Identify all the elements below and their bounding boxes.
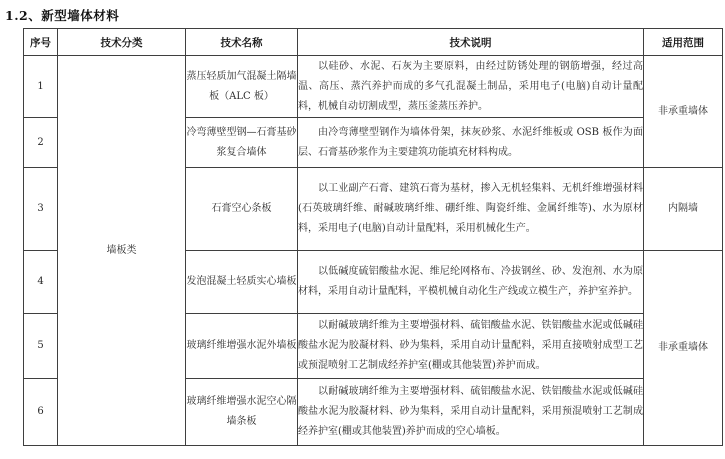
- tech-name-cell: 发泡混凝土轻质实心墙板: [186, 251, 298, 314]
- col-header-category: 技术分类: [58, 29, 186, 56]
- table-row: [24, 56, 723, 118]
- tech-name-cell: 玻璃纤维增强水泥外墙板: [186, 314, 298, 379]
- scope-cell: 内隔墙: [644, 168, 723, 251]
- row-number-cell: 5: [24, 314, 58, 379]
- tech-desc-text: 以工业副产石膏、建筑石膏为基材，掺入无机轻集料、无机纤维增强材料(石英玻璃纤维、耐碱玻璃纤维、硼纤维、陶瓷纤维、金属纤维等)、水为原材料，采用电子(电脑)自动计量配料，采用机械化生产。: [298, 183, 643, 234]
- tech-name-cell: 蒸压轻质加气混凝土隔墙板（ALC 板）: [186, 56, 298, 118]
- tech-desc-text: 以硅砂、水泥、石灰为主要原料，由经过防锈处理的钢筋增强，经过高温、高压、蒸汽养护而成的多气孔混凝土制品，采用电子(电脑)自动计量配料，机械自动切割成型，蒸压釜蒸压养护。: [298, 60, 643, 112]
- tech-name-cell: 石膏空心条板: [186, 168, 298, 251]
- tech-desc-text: 以低碱度硫铝酸盐水泥、维尼纶网格布、冷拔钢丝、砂、发泡剂、水为原材料，采用自动计量配料，平模机械自动化生产线或立模生产，养护室养护。: [298, 266, 643, 297]
- tech-desc-cell: [298, 118, 644, 168]
- row-number-cell: 1: [24, 56, 58, 118]
- col-header-tech-desc: 技术说明: [298, 29, 644, 56]
- materials-table: [23, 28, 723, 446]
- row-number-cell: 2: [24, 118, 58, 168]
- col-header-number: 序号: [24, 29, 58, 56]
- tech-name-cell: 玻璃纤维增强水泥空心隔墙条板: [186, 379, 298, 446]
- tech-desc-text: 以耐碱玻璃纤维为主要增强材料、硫铝酸盐水泥、铁铝酸盐水泥或低碱硅酸盐水泥为胶凝材料、砂为集料，采用自动计量配料，采用直接喷射成型工艺或预混喷射工艺制成经养护室(棚或其他装置)养护而成。: [298, 320, 643, 371]
- scope-cell: 非承重墙体: [644, 56, 723, 168]
- tech-desc-text: 以耐碱玻璃纤维为主要增强材料、硫铝酸盐水泥、铁铝酸盐水泥或低碱硅酸盐水泥为胶凝材料、砂为集料，采用自动计量配料，采用预混喷射工艺制成经养护室(棚或其他装置)养护而成的空心墙板。: [298, 386, 643, 437]
- row-number-cell: 3: [24, 168, 58, 251]
- tech-desc-cell: [298, 56, 644, 118]
- scope-cell: 非承重墙体: [644, 251, 723, 446]
- section-title: 1.2、新型墙体材料: [5, 8, 120, 23]
- col-header-tech-name: 技术名称: [186, 29, 298, 56]
- category-cell: 墙板类: [58, 56, 186, 446]
- header-row: [24, 29, 723, 56]
- tech-desc-cell: [298, 379, 644, 446]
- tech-desc-cell: [298, 251, 644, 314]
- tech-desc-cell: [298, 314, 644, 379]
- row-number-cell: 4: [24, 251, 58, 314]
- tech-name-cell: 冷弯薄壁型钢—石膏基砂浆复合墙体: [186, 118, 298, 168]
- row-number-cell: 6: [24, 379, 58, 446]
- tech-desc-cell: [298, 168, 644, 251]
- tech-desc-text: 由冷弯薄壁型钢作为墙体骨架，抹灰砂浆、水泥纤维板或 OSB 板作为面层、石膏基砂浆作为主要建筑功能填充材料构成。: [298, 126, 643, 158]
- col-header-scope: 适用范围: [644, 29, 723, 56]
